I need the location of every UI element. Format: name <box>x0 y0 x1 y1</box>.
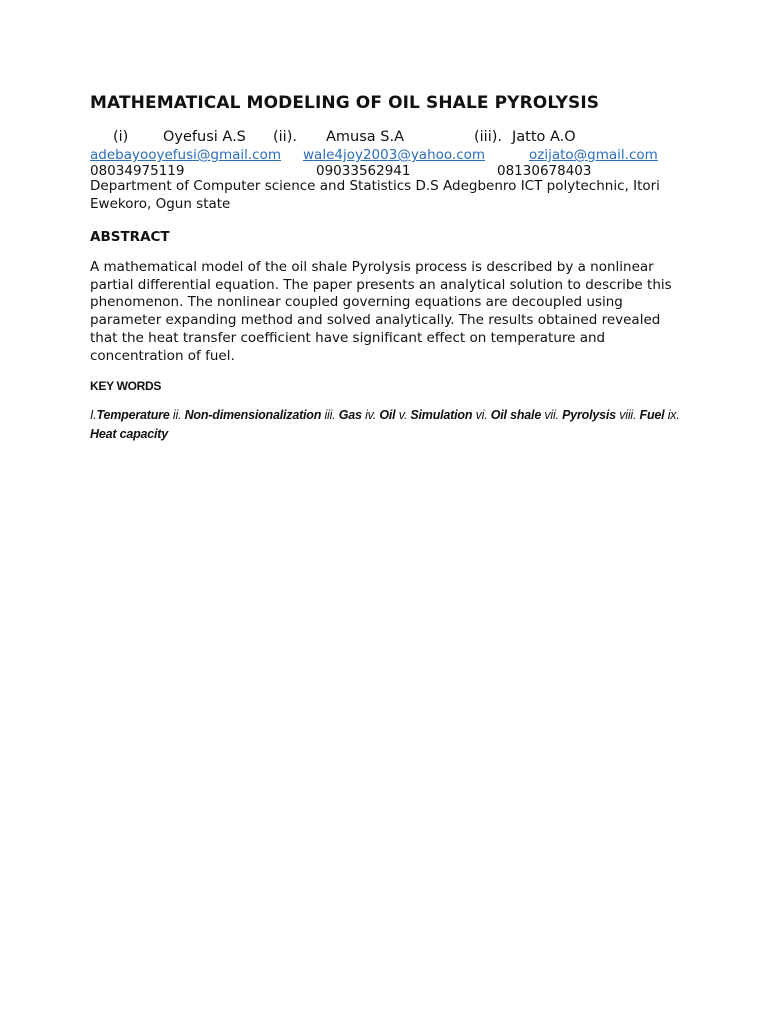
keyword-1: Temperature <box>96 408 170 422</box>
keywords-list <box>90 406 680 444</box>
keyword-2-number: ii. <box>172 408 182 422</box>
abstract-heading: ABSTRACT <box>90 229 170 245</box>
keyword-7: Pyrolysis <box>562 408 616 422</box>
author-2-email-link[interactable]: wale4joy2003@yahoo.com <box>303 147 486 163</box>
author-1-phone: 08034975119 <box>90 163 185 179</box>
author-1-name: Oyefusi A.S <box>163 129 246 145</box>
keyword-2: Non-dimensionalization <box>184 408 322 422</box>
author-1-email-link[interactable]: adebayooyefusi@gmail.com <box>90 147 282 163</box>
keyword-1-number: I. <box>90 408 97 422</box>
author-2-marker: (ii). <box>273 129 297 145</box>
keyword-4-number: iv. <box>365 408 377 422</box>
keywords-heading: KEY WORDS <box>90 379 162 393</box>
author-2-phone: 09033562941 <box>316 163 411 179</box>
author-2-name: Amusa S.A <box>326 129 405 145</box>
author-3-email-link[interactable]: ozijato@gmail.com <box>529 147 658 163</box>
keyword-9: Heat capacity <box>90 427 168 441</box>
keyword-3-number: iii. <box>324 408 336 422</box>
author-3-phone: 08130678403 <box>497 163 592 179</box>
author-3-name: Jatto A.O <box>512 129 576 145</box>
department-affiliation: Department of Computer science and Statistics D.S Adegbenro ICT polytechnic, Itori Ewekoro, Ogun state <box>90 178 660 212</box>
keyword-5-number: v. <box>398 408 408 422</box>
author-1-marker: (i) <box>113 129 129 145</box>
keyword-8: Fuel <box>639 408 665 422</box>
keyword-4: Oil <box>379 408 396 422</box>
keyword-6: Oil shale <box>490 408 542 422</box>
keyword-8-number: viii. <box>619 408 637 422</box>
keyword-3: Gas <box>338 408 362 422</box>
keyword-6-number: vi. <box>475 408 488 422</box>
abstract-text: A mathematical model of the oil shale Pyrolysis process is described by a nonlinear partial differential equation. The paper presents an analytical solution to describe this phenomenon. The nonlinear coupled governing equations are decoupled using parameter expanding method and solved analytically. The results obtained revealed that the heat transfer coefficient have significant effect on temperature and concentration of fuel. <box>90 259 672 364</box>
author-3-marker: (iii). <box>474 129 503 145</box>
keyword-9-number: ix. <box>667 408 680 422</box>
author-names-row <box>90 129 690 149</box>
keyword-7-number: vii. <box>544 408 559 422</box>
keyword-5: Simulation <box>410 408 473 422</box>
paper-title: MATHEMATICAL MODELING OF OIL SHALE PYROLYSIS <box>90 93 600 113</box>
